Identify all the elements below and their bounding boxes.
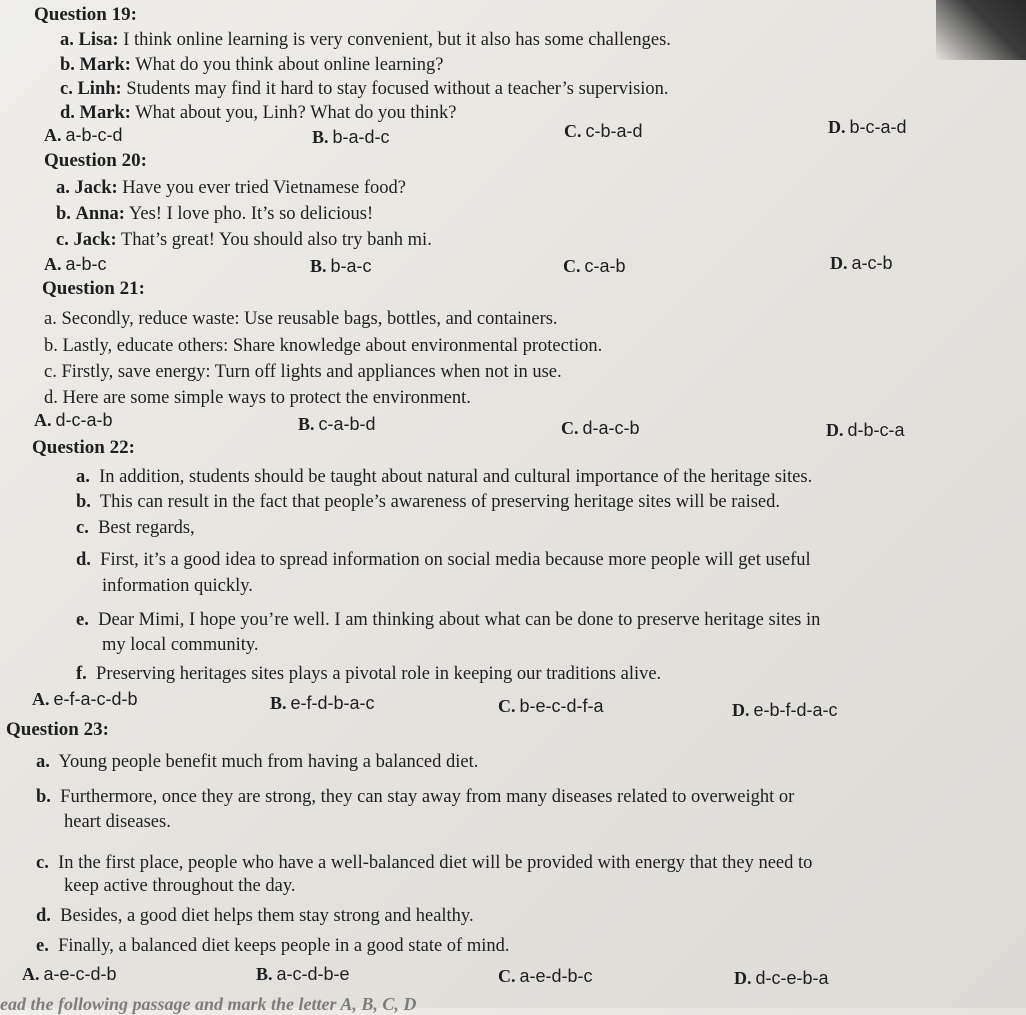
speaker: Anna:	[75, 204, 125, 224]
q22-line-b	[76, 492, 780, 513]
q19-option-b[interactable]	[312, 127, 390, 148]
line-label: d.	[76, 550, 91, 570]
option-text: d-c-e-b-a	[755, 968, 829, 988]
line-text: First, it’s a good idea to spread information on social media because more people will get useful	[100, 550, 811, 570]
option-letter: D.	[828, 117, 846, 137]
line-text: Furthermore, once they are strong, they can stay away from many diseases related to overweight or	[60, 787, 795, 807]
question-21-title: Question 21:	[42, 278, 145, 299]
q21-line-c	[44, 362, 562, 383]
line-label: b.	[76, 492, 91, 512]
option-letter: C.	[498, 696, 516, 716]
line-text: This can result in the fact that people’s awareness of preserving heritage sites will be raised.	[99, 492, 780, 512]
line-label: c.	[56, 230, 69, 250]
option-letter: C.	[498, 966, 516, 986]
option-letter: A.	[22, 964, 40, 984]
option-text: b-e-c-d-f-a	[519, 696, 604, 716]
line-text: Students may find it hard to stay focused without a teacher’s supervision.	[126, 79, 669, 99]
line-label: f.	[76, 664, 87, 684]
line-label: b.	[56, 204, 71, 224]
option-letter: A.	[44, 254, 62, 274]
option-text: d-a-c-b	[582, 418, 640, 438]
q22-option-c[interactable]	[498, 696, 604, 717]
line-label: c.	[44, 362, 57, 382]
line-label: a.	[44, 309, 57, 329]
q23-line-b	[36, 787, 794, 808]
option-letter: B.	[270, 693, 287, 713]
line-text: Best regards,	[98, 518, 195, 538]
line-label: c.	[76, 518, 89, 538]
q19-line-d	[60, 103, 457, 124]
option-text: b-a-d-c	[332, 127, 390, 147]
option-text: d-b-c-a	[847, 420, 905, 440]
question-22-title: Question 22:	[32, 437, 135, 458]
q23-line-e	[36, 936, 510, 957]
speaker: Mark:	[79, 55, 131, 75]
q19-line-c	[60, 79, 669, 100]
question-23-title: Question 23:	[6, 719, 109, 740]
q22-line-e	[76, 610, 820, 631]
question-19-title: Question 19:	[34, 4, 137, 25]
line-label: b.	[44, 336, 58, 356]
q20-line-b	[56, 204, 373, 225]
line-text: Yes! I love pho. It’s so delicious!	[128, 204, 374, 224]
q22-line-f	[76, 664, 661, 685]
q20-option-a[interactable]	[44, 254, 107, 275]
q23-line-d	[36, 906, 474, 927]
q21-line-d	[44, 388, 471, 409]
option-letter: C.	[561, 418, 579, 438]
option-letter: C.	[563, 256, 581, 276]
speaker: Linh:	[77, 79, 122, 99]
q22-line-a	[76, 467, 812, 488]
q22-line-e-cont: my local community.	[102, 635, 259, 655]
option-text: a-c-b	[851, 253, 893, 273]
q23-option-d[interactable]	[734, 968, 829, 989]
line-label: d.	[36, 906, 51, 926]
line-text: Finally, a balanced diet keeps people in a good state of mind.	[58, 936, 510, 956]
speaker: Mark:	[79, 103, 131, 123]
q23-option-c[interactable]	[498, 966, 593, 987]
line-text: Have you ever tried Vietnamese food?	[122, 178, 406, 198]
line-text: Besides, a good diet helps them stay strong and healthy.	[60, 906, 474, 926]
speaker: Lisa:	[78, 30, 119, 50]
q22-option-d[interactable]	[732, 700, 838, 721]
line-label: a.	[60, 30, 74, 50]
line-text: That’s great! You should also try banh mi.	[120, 230, 432, 250]
line-text: What about you, Linh? What do you think?	[135, 103, 457, 123]
option-text: a-b-c-d	[65, 125, 123, 145]
option-text: d-c-a-b	[55, 410, 113, 430]
option-text: b-c-a-d	[849, 117, 907, 137]
q22-line-d-cont: information quickly.	[102, 576, 253, 596]
q22-option-a[interactable]	[32, 689, 138, 710]
option-letter: D.	[734, 968, 752, 988]
option-letter: B.	[298, 414, 315, 434]
line-label: a.	[36, 752, 50, 772]
option-text: b-a-c	[330, 256, 372, 276]
option-text: c-b-a-d	[585, 121, 643, 141]
dark-corner	[936, 0, 1026, 60]
q21-option-a[interactable]	[34, 410, 113, 431]
line-text: Young people benefit much from having a balanced diet.	[58, 752, 479, 772]
line-label: e.	[76, 610, 89, 630]
option-text: a-b-c	[65, 254, 107, 274]
line-label: b.	[36, 787, 51, 807]
option-letter: B.	[310, 256, 327, 276]
line-label: a.	[76, 467, 90, 487]
speaker: Jack:	[74, 178, 118, 198]
option-text: e-b-f-d-a-c	[753, 700, 838, 720]
q19-option-c[interactable]	[564, 121, 643, 142]
option-letter: D.	[830, 253, 848, 273]
line-label: e.	[36, 936, 49, 956]
q19-option-d[interactable]	[828, 117, 907, 138]
line-text: What do you think about online learning?	[135, 55, 444, 75]
option-text: a-e-c-d-b	[43, 964, 117, 984]
option-letter: D.	[826, 420, 844, 440]
option-text: c-a-b-d	[318, 414, 376, 434]
cut-off-instruction: ead the following passage and mark the letter A, B, C, D	[0, 994, 417, 1014]
line-text: Preserving heritages sites plays a pivotal role in keeping our traditions alive.	[96, 664, 662, 684]
question-20-title: Question 20:	[44, 150, 147, 171]
q20-line-c	[56, 230, 432, 251]
q21-option-b[interactable]	[298, 414, 376, 435]
q22-line-c	[76, 518, 195, 539]
line-text: In the first place, people who have a well-balanced diet will be provided with energy that they need to	[58, 853, 813, 873]
q22-line-d	[76, 550, 811, 571]
q20-option-d[interactable]	[830, 253, 893, 274]
q20-line-a	[56, 178, 406, 199]
option-letter: B.	[312, 127, 329, 147]
line-text: I think online learning is very convenient, but it also has some challenges.	[123, 30, 671, 50]
line-text: Dear Mimi, I hope you’re well. I am thinking about what can be done to preserve heritage sites in	[98, 610, 821, 630]
speaker: Jack:	[73, 230, 117, 250]
option-letter: D.	[732, 700, 750, 720]
q20-option-b[interactable]	[310, 256, 372, 277]
option-letter: B.	[256, 964, 273, 984]
q21-line-b	[44, 336, 602, 357]
line-label: c.	[60, 79, 73, 99]
line-text: Here are some simple ways to protect the environment.	[62, 388, 471, 408]
option-letter: A.	[44, 125, 62, 145]
q21-option-d[interactable]	[826, 420, 905, 441]
line-label: c.	[36, 853, 49, 873]
q23-line-c	[36, 853, 812, 874]
q21-option-c[interactable]	[561, 418, 640, 439]
q19-line-a	[60, 30, 671, 51]
line-text: In addition, students should be taught about natural and cultural importance of the heritage sites.	[99, 467, 813, 487]
option-letter: C.	[564, 121, 582, 141]
option-text: a-e-d-b-c	[519, 966, 593, 986]
q20-option-c[interactable]	[563, 256, 626, 277]
q19-line-b	[60, 55, 443, 76]
option-letter: A.	[34, 410, 52, 430]
option-text: e-f-a-c-d-b	[53, 689, 138, 709]
option-text: e-f-d-b-a-c	[290, 693, 375, 713]
q23-option-b[interactable]	[256, 964, 350, 985]
line-label: d.	[60, 103, 75, 123]
q23-line-b-cont: heart diseases.	[64, 812, 171, 832]
line-text: Secondly, reduce waste: Use reusable bags, bottles, and containers.	[61, 309, 558, 329]
option-letter: A.	[32, 689, 50, 709]
line-label: b.	[60, 55, 75, 75]
option-text: a-c-d-b-e	[276, 964, 350, 984]
line-text: Lastly, educate others: Share knowledge about environmental protection.	[62, 336, 603, 356]
line-label: d.	[44, 388, 58, 408]
option-text: c-a-b	[584, 256, 626, 276]
q22-option-b[interactable]	[270, 693, 375, 714]
q23-option-a[interactable]	[22, 964, 117, 985]
line-text: Firstly, save energy: Turn off lights and appliances when not in use.	[61, 362, 562, 382]
line-label: a.	[56, 178, 70, 198]
q23-line-c-cont: keep active throughout the day.	[64, 876, 296, 896]
q19-option-a[interactable]	[44, 125, 123, 146]
q21-line-a	[44, 309, 558, 330]
q23-line-a	[36, 752, 478, 773]
